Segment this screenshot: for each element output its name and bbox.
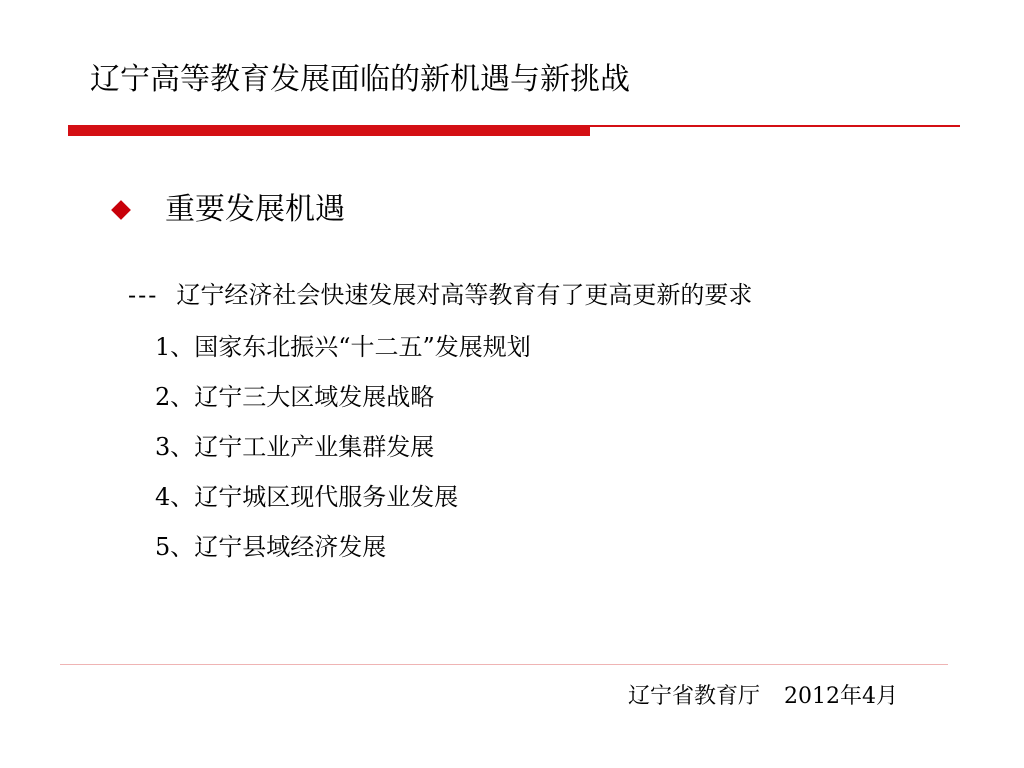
- list-item: 2、辽宁三大区域发展战略: [155, 383, 435, 411]
- section-heading: 重要发展机遇: [165, 192, 345, 227]
- footer: [628, 682, 898, 712]
- slide-title: 辽宁高等教育发展面临的新机遇与新挑战: [90, 62, 630, 97]
- footer-organization: 辽宁省教育厅: [628, 684, 761, 709]
- diamond-bullet-icon: [111, 200, 131, 220]
- header-bar-thin: [590, 125, 960, 127]
- sub-heading: [128, 278, 752, 312]
- list-item: 5、辽宁县域经济发展: [155, 533, 387, 561]
- list-item: 3、辽宁工业产业集群发展: [155, 433, 435, 461]
- opportunity-list: [155, 330, 531, 580]
- footer-date: 2012年4月: [784, 684, 899, 709]
- sub-heading-dash: ---: [128, 281, 159, 309]
- header-bar-thick: [68, 125, 590, 136]
- list-item: 1、国家东北振兴“十二五”发展规划: [155, 333, 531, 361]
- footer-divider: [60, 664, 948, 665]
- list-item: 4、辽宁城区现代服务业发展: [155, 483, 459, 511]
- sub-heading-text: 辽宁经济社会快速发展对高等教育有了更高更新的要求: [176, 281, 753, 309]
